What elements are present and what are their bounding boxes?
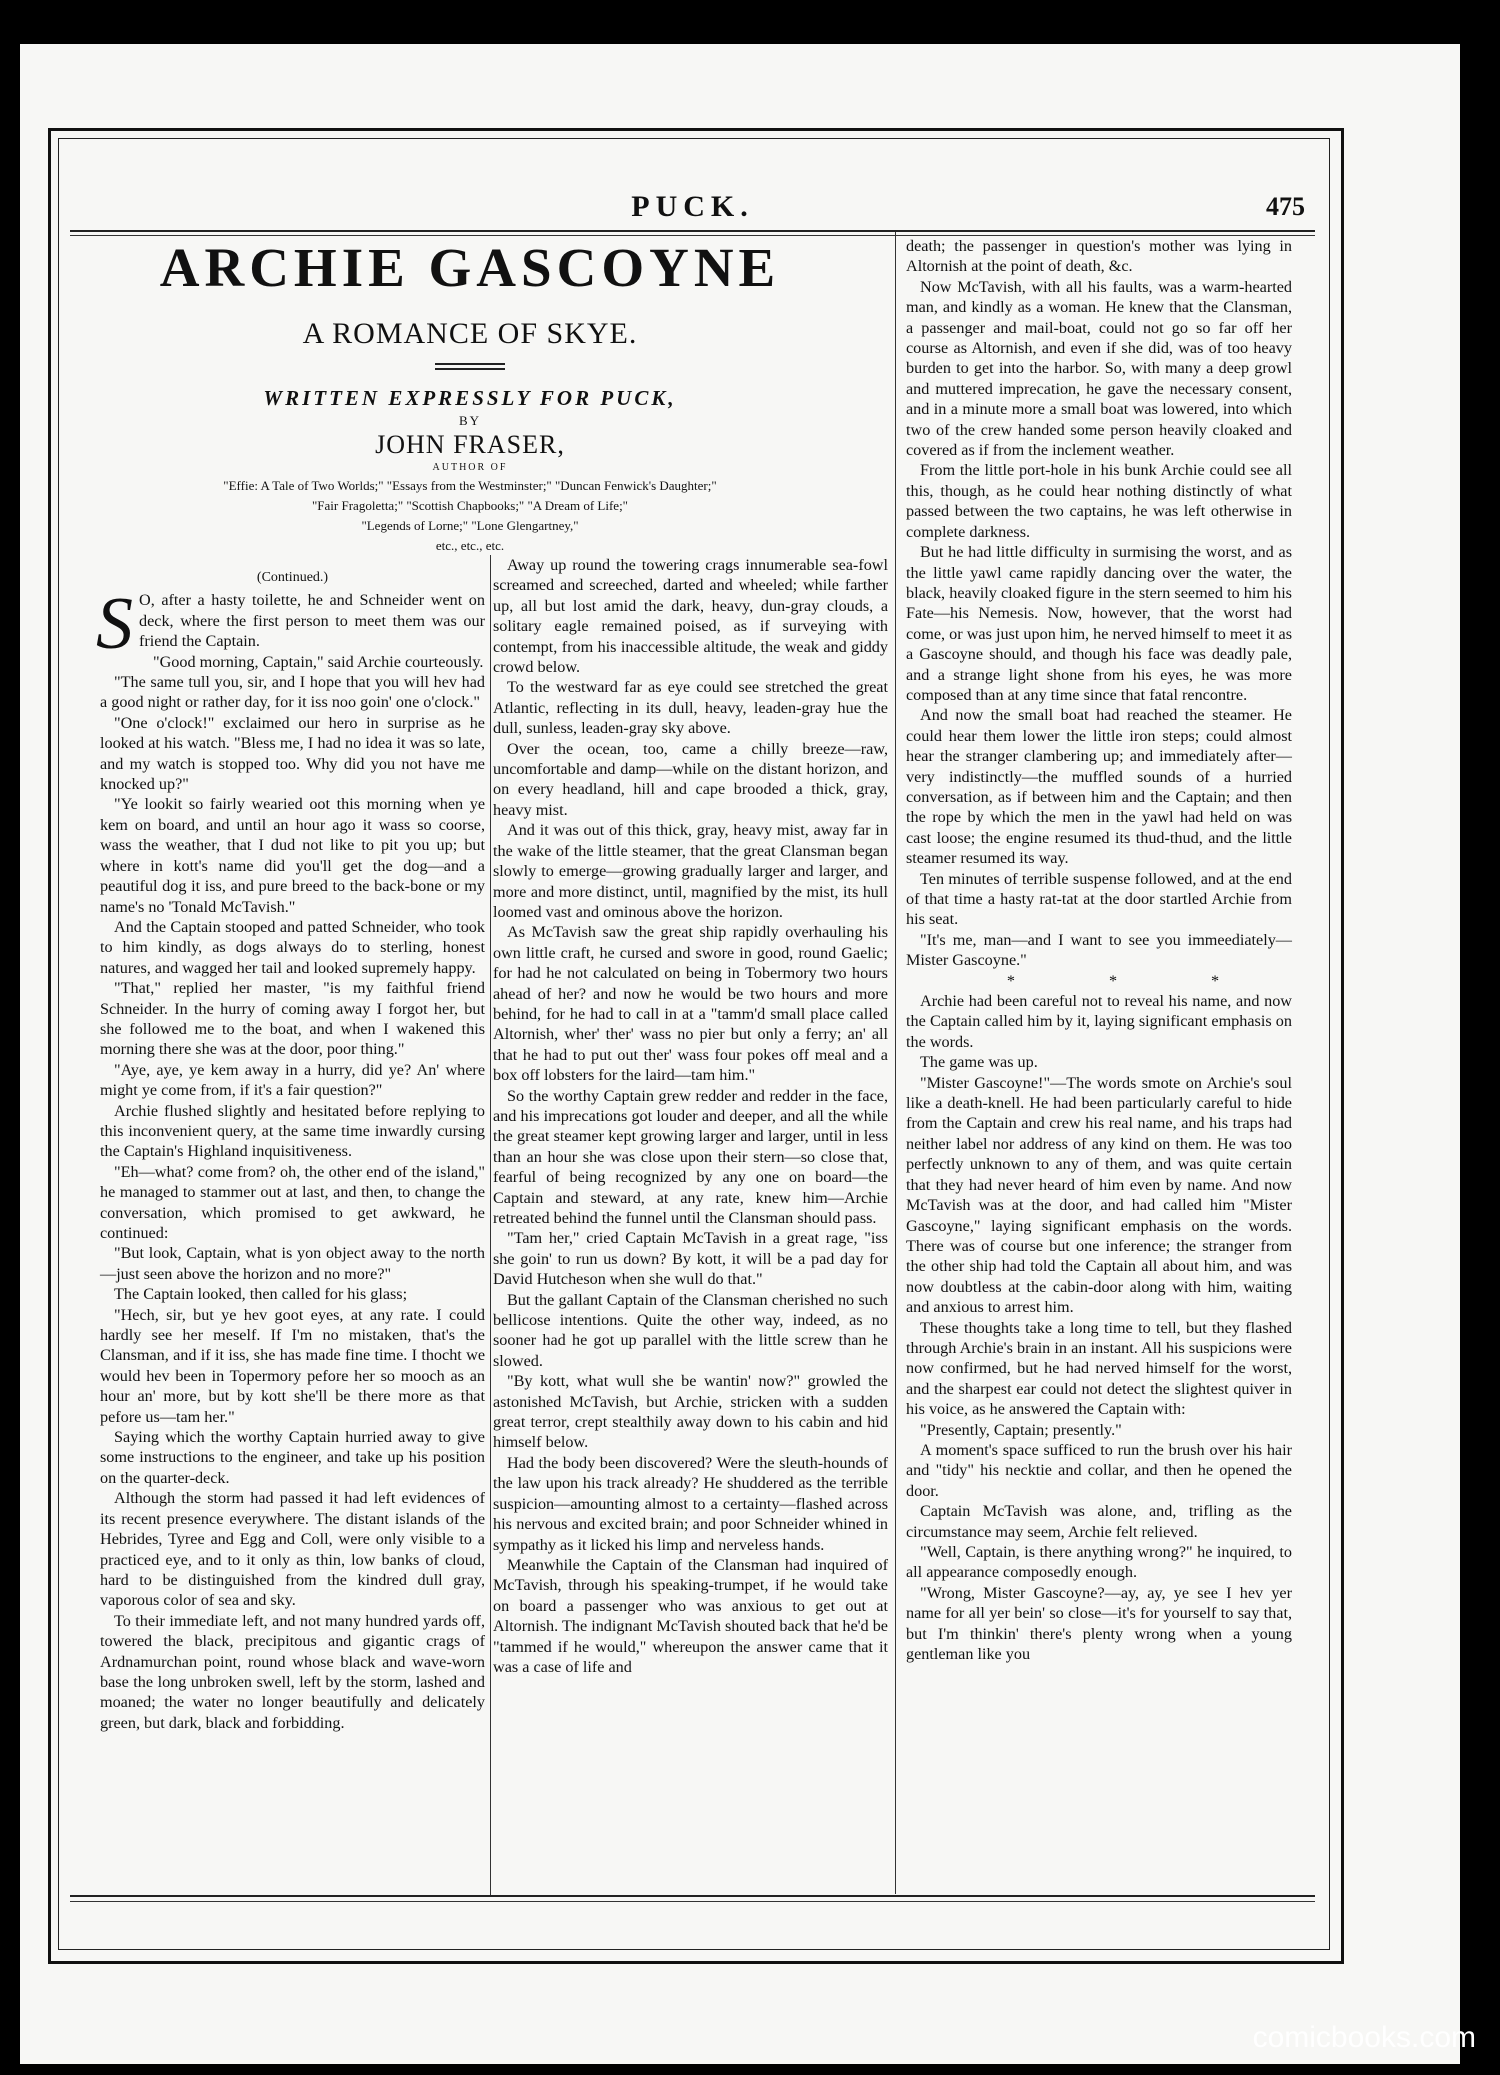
paragraph: "By kott, what wull she be wantin' now?" growled the astonished McTavish, but Archie, stricken with a sudden great terror, crept stealthily away down to his cabin and hid himself below. xyxy=(493,1372,888,1452)
paragraph: Had the body been discovered? Were the sleuth-hounds of the law upon his track already? He shuddered as the terrible suspicion—amounting almost to a certainty—flashed across his nervous and excited brain; and poor Schneider whined in sympathy as it licked his limp and nerveless hands. xyxy=(493,1453,888,1554)
paragraph: death; the passenger in question's mother was lying in Altornish at the point of death, &c. xyxy=(906,237,1292,276)
paragraph: O, after a hasty toilette, he and Schneider went on deck, where the first person to meet them was our friend the Captain. xyxy=(139,591,485,651)
paragraph: But the gallant Captain of the Clansman cherished no such bellicose intentions. Quite the other way, indeed, as no sooner had he got up parallel with the little screw than he slowed. xyxy=(493,1290,888,1370)
paragraph: "Presently, Captain; presently." xyxy=(920,1420,1122,1439)
paragraph: "Wrong, Mister Gascoyne?—ay, ay, ye see I hev yer name for all yer bein' so close—it's for yourself to say that, but I'm thinkin' there's plenty wrong when a young gentleman like you xyxy=(906,1583,1292,1664)
works-line: "Effie: A Tale of Two Worlds;" "Essays from the Westminster;" "Duncan Fenwick's Daughter;" xyxy=(223,477,717,493)
works-line: "Fair Fragoletta;" "Scottish Chapbooks;" "A Dream of Life;" xyxy=(312,497,628,513)
masthead: PUCK. xyxy=(631,190,754,223)
works-line: etc., etc., etc. xyxy=(435,537,505,553)
paragraph: "Good morning, Captain," said Archie courteously. xyxy=(153,652,484,671)
paragraph: "Aye, aye, ye kem away in a hurry, did ye? An' where might ye come from, if it's a fair question?" xyxy=(100,1060,485,1100)
works-line: "Legends of Lorne;" "Lone Glengartney," xyxy=(361,517,579,533)
title-block xyxy=(100,238,840,556)
drop-cap: S xyxy=(96,583,133,666)
author-works xyxy=(100,476,840,556)
by-line: BY xyxy=(458,412,482,428)
paragraph: "Tam her," cried Captain McTavish in a great rage, "iss she goin' to run us down? By kott, it will be a pad day for David Hutcheson when she wull do that." xyxy=(493,1229,888,1289)
story-headline: ARCHIE GASCOYNE xyxy=(159,237,781,298)
title-rule xyxy=(435,368,505,370)
paragraph: "Mister Gascoyne!"—The words smote on Archie's soul like a death-knell. He had been particularly careful to hide from the Captain and crew his real name, and his traps had neither label nor address of any kind on them. He was too perfectly unknown to any of them, and was quite certain that they had never heard of him even by name. And now McTavish was at the door, and had called him "Mister Gascoyne," laying significant emphasis on the words. There was of course but one inference; the stranger from the other ship had told the Captain all about him, and was now doubtless at the cabin-door along with him, waiting and anxious to arrest him. xyxy=(906,1073,1292,1317)
paragraph: A moment's space sufficed to run the brush over his hair and "tidy" his necktie and collar, and then he opened the door. xyxy=(906,1440,1292,1500)
paragraph: The game was up. xyxy=(920,1053,1038,1072)
asterisk: * xyxy=(1006,971,1015,990)
section-break xyxy=(906,971,1292,991)
paragraph: And now the small boat had reached the steamer. He could hear them lower the little iron steps; could almost hear the stranger clambering up; and immediately after—very indistinctly—the muffled sounds of a hurried conversation, as if between him and the Captain; and then the rope by which the men in the yawl had held on was cast loose; the engine resumed its thud-thud, and the little steamer resumed its way. xyxy=(906,706,1292,868)
author-of-label: AUTHOR OF xyxy=(432,461,508,473)
paragraph: Saying which the worthy Captain hurried away to give some instructions to the engineer, and take up his position on the quarter-deck. xyxy=(100,1428,485,1487)
text-column-2 xyxy=(493,555,888,1677)
paragraph: Archie flushed slightly and hesitated before replying to this inconvenient query, at the same time inwardly cursing the Captain's Highland inquisitiveness. xyxy=(100,1101,485,1161)
paragraph: To the westward far as eye could see stretched the great Atlantic, reflecting in its dull, heavy, leaden-gray hue the dull, sunless, leaden-gray sky above. xyxy=(493,678,888,738)
paragraph: Now McTavish, with all his faults, was a warm-hearted man, and kindly as a woman. He knew that the Clansman, a passenger and mail-boat, could not go so far off her course as Altornish, and even if she did, was of too heavy burden to get into the harbor. So, with many a deep growl and muttered imprecation, he gave the necessary consent, and in a minute more a small boat was lowered, into which two of the crew handed some person heavily cloaked and covered as if from the inclement weather. xyxy=(906,277,1292,460)
paragraph: "That," replied her master, "is my faithful friend Schneider. In the hurry of coming away I forgot her, but she followed me to the boat, and when I wakened this morning there she was at the door, poor thing." xyxy=(100,979,485,1059)
paragraph: "It's me, man—and I want to see you immeediately—Mister Gascoyne." xyxy=(906,930,1292,970)
paragraph: "Eh—what? come from? oh, the other end of the island," he managed to stammer out at last, and then, to change the conversation, which promised to get awkward, he continued: xyxy=(100,1162,485,1242)
continued-label: (Continued.) xyxy=(256,570,329,585)
paragraph: Captain McTavish was alone, and, trifling as the circumstance may seem, Archie felt relieved. xyxy=(906,1502,1292,1541)
asterisk: * xyxy=(1108,971,1118,990)
story-subtitle: A ROMANCE OF SKYE. xyxy=(302,316,638,350)
paragraph: Meanwhile the Captain of the Clansman had inquired of McTavish, through his speaking-trumpet, if he would take on board a passenger who was anxious to get out at Altornish. The indignant McTavish shouted back that he'd be "tammed if he would," whereupon the answer came that it was a case of life and xyxy=(493,1555,888,1676)
site-watermark: comicbooks.com xyxy=(1252,2021,1476,2054)
written-for-line: WRITTEN EXPRESSLY FOR PUCK, xyxy=(263,385,677,410)
paragraph: "But look, Captain, what is yon object away to the north—just seen above the horizon and no more?" xyxy=(100,1244,485,1283)
paragraph: As McTavish saw the great ship rapidly overhauling his own little craft, he cursed and swore in good, round Gaelic; for had he not calculated on being in Tobermory two hours ahead of her? and now he would be two hours and more behind, for he had to call in at a "tamm'd small place called Altornish, wher' ther' wass no pier but only a ferry; an' all that he had to put out ther' wass four pokes off meal and a box off lobsters for the laird—tam him." xyxy=(493,923,888,1085)
paragraph: And it was out of this thick, gray, heavy mist, away far in the wake of the little steamer, that the great Clansman began slowly to emerge—growing gradually larger and larger, and more and more distinct, until, magnified by the mist, its hull loomed vast and ominous above the horizon. xyxy=(493,821,888,921)
text-column-1 xyxy=(96,568,485,1733)
page-header xyxy=(70,190,1315,232)
paragraph: And the Captain stooped and patted Schneider, who took to him kindly, as dogs always do to sterling, honest natures, and wagged her tail and looked supremely happy. xyxy=(100,917,485,977)
paragraph: "Hech, sir, but ye hev goot eyes, at any rate. I could hardly see her meself. If I'm no mistaken, that's the Clansman, and if it iss, she has made fine time. I thocht we would hev been in Topermory pefore her so mooch as an hour an' more, but by kott she'll be there more as that pefore us—tam her." xyxy=(100,1305,485,1426)
author-name: JOHN FRASER, xyxy=(375,429,565,459)
paragraph: "One o'clock!" exclaimed our hero in surprise as he looked at his watch. "Bless me, I had no idea it was so late, and my watch is stopped too. Why did you not have me knocked up?" xyxy=(100,713,485,794)
paragraph: Although the storm had passed it had left evidences of its recent presence everywhere. The distant islands of the Hebrides, Tyree and Egg and Coll, were only visible to a practiced eye, and to it only as thin, low banks of cloud, hard to be distinguished from the kindred dull gray, vaporous color of sea and sky. xyxy=(100,1489,485,1610)
paragraph: "The same tull you, sir, and I hope that you will hev had a good night or rather day, for it iss noo goin' one o'clock." xyxy=(100,673,485,712)
paragraph: These thoughts take a long time to tell, but they flashed through Archie's brain in an instant. All his suspicions were now confirmed, but he had nerved himself for the worst, and the sharpest ear could not detect the slightest quiver in his voice, as he answered the Captain with: xyxy=(906,1318,1292,1419)
bottom-rule xyxy=(70,1895,1315,1897)
paragraph: "Well, Captain, is there anything wrong?" he inquired, to all appearance composedly enough. xyxy=(906,1543,1292,1582)
paragraph: To their immediate left, and not many hundred yards off, towered the black, precipitous and gigantic crags of Ardnamurchan point, round whose black and wave-worn base the long unbroken swell, left by the storm, lashed and moaned; the water no longer beautifully and delicately green, but dark, black and forbidding. xyxy=(100,1611,485,1732)
paragraph: But he had little difficulty in surmising the worst, and as the little yawl came rapidly dancing over the water, the black, heavily cloaked figure in the stern seemed to him his Fate—his Nemesis. Now, however, that the worst had come, or was just upon him, he nerved himself to meet it as a Gascoyne should, and though his face was deadly pale, and a strange light shone from his eyes, he was more composed than at any time since that fatal rencontre. xyxy=(906,543,1292,704)
column-divider xyxy=(490,555,491,1895)
paragraph: Away up round the towering crags innumerable sea-fowl screamed and screeched, darted and wheeled; while farther up, all but lost amid the dark, heavy, dun-gray clouds, a solitary eagle remained poised, as if surveying with contempt, from his inaccessible altitude, the weak and giddy crowd below. xyxy=(493,556,888,677)
paragraph: From the little port-hole in his bunk Archie could see all this, though, as he could hear nothing distinctly of what passed between the two captains, he was left otherwise in complete darkness. xyxy=(906,461,1292,541)
page-number: 475 xyxy=(1266,192,1305,221)
paragraph: Archie had been careful not to reveal his name, and now the Captain called him by it, laying significant emphasis on the words. xyxy=(906,992,1292,1051)
text-column-3 xyxy=(906,236,1292,1664)
title-rule xyxy=(435,363,505,365)
paragraph: Ten minutes of terrible suspense followed, and at the end of that time a hasty rat-tat at the door startled Archie from his seat. xyxy=(906,869,1292,929)
asterisk: * xyxy=(1211,971,1220,990)
paragraph: "Ye lookit so fairly wearied oot this morning when ye kem on board, and until an hour ago it wass so coorse, wass the weather, that I dud not like to pit you up; but where in kott's name did you'll get the dog—and a peautiful dog it iss, and pure breed to the back-bone or my name's no 'Tonald McTavish." xyxy=(100,795,485,916)
column-divider xyxy=(895,232,896,1894)
paragraph: The Captain looked, then called for his glass; xyxy=(114,1285,408,1304)
paragraph: So the worthy Captain grew redder and redder in the face, and his imprecations got louder and deeper, and all the while the great steamer kept growing larger and larger, until in less than an hour she was close upon their stern—so close that, fearful of being recognized by any one on board—the Captain and steward, at any rate, knew him—Archie retreated behind the funnel until the Clansman should pass. xyxy=(493,1086,888,1227)
paragraph: Over the ocean, too, came a chilly breeze—raw, uncomfortable and damp—while on the distant horizon, and on every headland, hill and cape brooded a thick, gray, heavy mist. xyxy=(493,739,888,819)
